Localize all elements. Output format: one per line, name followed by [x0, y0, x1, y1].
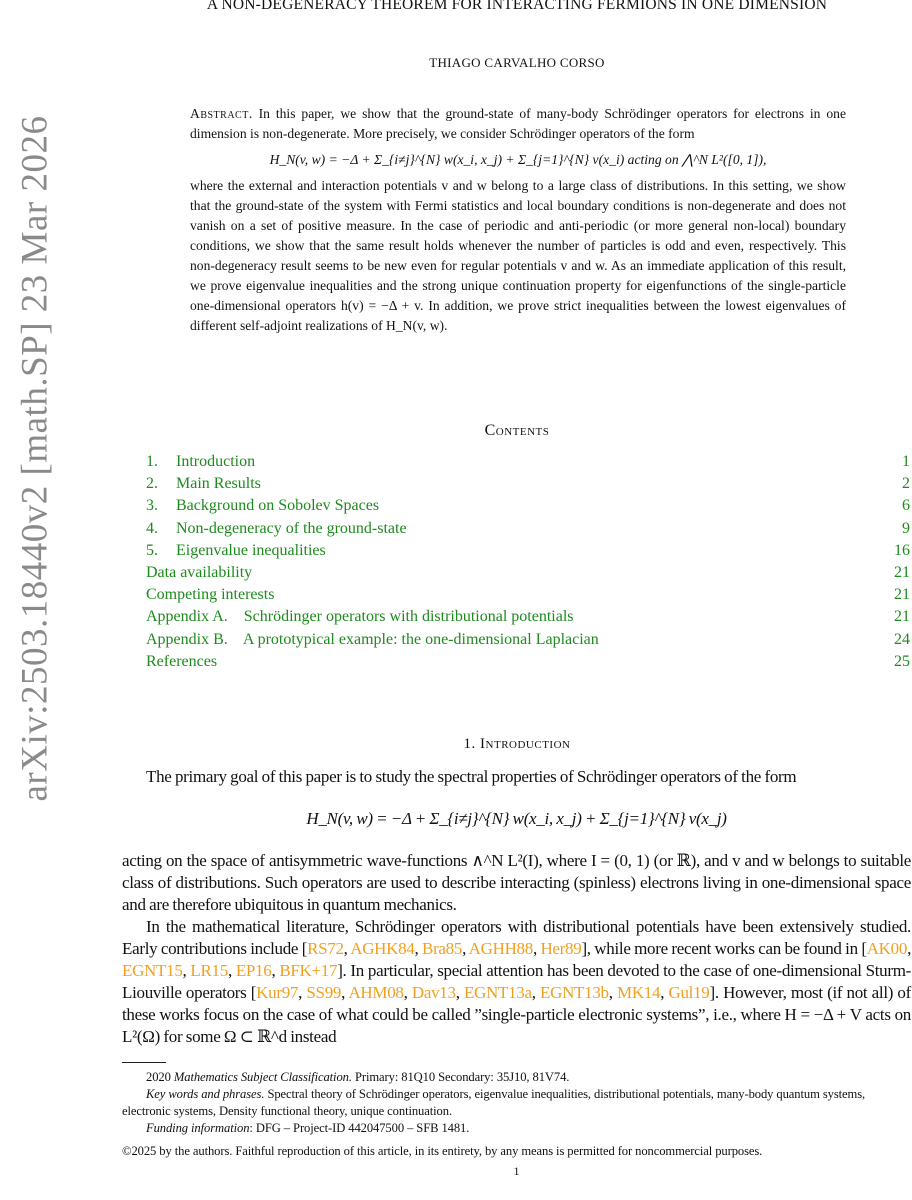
- toc-item-page: 21: [894, 608, 910, 626]
- keywords: Spectral theory of Schrödinger operators, eigenvalue inequalities, distributional potentials, many-body quantum systems, electronic systems, Density functional theory, unique continuation.: [122, 1087, 866, 1118]
- funding: : DFG – Project-ID 442047500 – SFB 1481.: [249, 1121, 470, 1135]
- text-run: ], while more recent works can be found in [: [581, 939, 867, 958]
- toc-item-title: Appendix A. Schrödinger operators with distributional potentials: [146, 608, 574, 626]
- toc-item-label: [146, 608, 574, 630]
- toc-item[interactable]: [146, 586, 910, 608]
- citation-link[interactable]: MK14: [617, 983, 661, 1002]
- toc-item[interactable]: [146, 542, 910, 564]
- citation-link[interactable]: EGNT13b: [540, 983, 609, 1002]
- toc-item[interactable]: [146, 475, 910, 497]
- toc-item-page: 21: [894, 586, 910, 604]
- toc-item-title: Background on Sobolev Spaces: [176, 497, 380, 515]
- toc-item-page: 2: [902, 475, 910, 493]
- table-of-contents: [146, 453, 910, 675]
- funding-label: Funding information: [146, 1121, 250, 1135]
- text-run: ]. However, most (if not all) of these works focus on the case of what could be called ”single-particle electronic systems”, i.e., where H = −Δ + V acts on L²(Ω) for some Ω ⊂ ℝ^d instead: [122, 983, 911, 1046]
- citation-link[interactable]: SS99: [306, 983, 342, 1002]
- toc-item-title: References: [146, 652, 218, 670]
- toc-item[interactable]: [146, 631, 910, 653]
- toc-item-label: [146, 542, 326, 564]
- toc-item-page: 24: [894, 630, 910, 648]
- citation-link[interactable]: RS72: [307, 939, 344, 958]
- intro-body: [122, 766, 911, 1048]
- paper-title: A NON-DEGENERACY THEOREM FOR INTERACTING FERMIONS IN ONE DIMENSION: [206, 0, 828, 13]
- toc-item-page: 6: [902, 497, 910, 515]
- citation-link[interactable]: Bra85: [422, 939, 463, 958]
- intro-p1: The primary goal of this paper is to study the spectral properties of Schrödinger operators of the form: [146, 767, 797, 786]
- toc-item[interactable]: [146, 564, 910, 586]
- citation-link[interactable]: EGNT15: [122, 961, 183, 980]
- intro-equation: H_N(v, w) = −Δ + Σ_{i≠j}^{N} w(x_i, x_j) + Σ_{j=1}^{N} v(x_j): [306, 809, 727, 828]
- footnotes: [122, 1069, 911, 1137]
- copyright: ©2025 by the authors. Faithful reproduction of this article, in its entirety, by any means is permitted for noncommercial purposes.: [122, 1144, 763, 1158]
- toc-item[interactable]: [146, 520, 910, 542]
- msc: Primary: 81Q10 Secondary: 35J10, 81V74.: [354, 1070, 570, 1084]
- toc-item-page: 16: [894, 541, 910, 559]
- citation-link[interactable]: AGHK84: [350, 939, 415, 958]
- citation-link[interactable]: Gul19: [668, 983, 710, 1002]
- toc-item-title: Main Results: [176, 475, 261, 493]
- toc-item[interactable]: [146, 497, 910, 519]
- toc-item-title: Eigenvalue inequalities: [176, 541, 326, 559]
- citation-link[interactable]: Kur97: [256, 983, 299, 1002]
- text-run: ]. In particular, special attention has been devoted to the case of one-dimensional Sturm-Liouville operators [: [122, 961, 911, 1002]
- toc-item[interactable]: [146, 453, 910, 475]
- toc-item-number: 1.: [146, 453, 158, 470]
- text-run: In the mathematical literature, Schrödinger operators with distributional potentials have been extensively studied. Early contributions include [: [122, 917, 911, 958]
- citation-link[interactable]: LR15: [190, 961, 228, 980]
- arxiv-stamp: arXiv:2503.18440v2 [math.SP] 23 Mar 2026: [14, 115, 56, 802]
- toc-item-title: Competing interests: [146, 586, 275, 604]
- abstract-p2: where the external and interaction potentials v and w belong to a large class of distributions. In this setting, we show that the ground-state of the system with Fermi statistics and local boundary conditions is non-degenerate and does not vanish on a set of positive measure. In the case of periodic and anti-periodic (or more general non-local) boundary conditions, we show that the same result holds whenever the number of particles is odd and even, respectively. This non-degeneracy result seems to be new even for regular potentials v and w. As an immediate application of this result, we prove eigenvalue inequalities and the strong unique continuation property for eigenfunctions of the single-particle one-dimensional operators h(v) = −Δ + v. In addition, we prove strict inequalities between the lowest eigenvalues of different self-adjoint realizations of H_N(v, w).: [190, 178, 846, 333]
- citation-link[interactable]: EP16: [235, 961, 272, 980]
- author: THIAGO CARVALHO CORSO: [429, 55, 605, 70]
- toc-item-label: [146, 520, 407, 542]
- toc-item-title: Data availability: [146, 563, 253, 581]
- footnote-rule: [122, 1062, 166, 1063]
- toc-item-page: 1: [902, 453, 910, 470]
- toc-item-label: [146, 631, 599, 653]
- toc-item-page: 25: [894, 652, 910, 670]
- toc-item-number: 4.: [146, 519, 158, 537]
- toc-item[interactable]: [146, 653, 910, 675]
- toc-item-number: 3.: [146, 497, 158, 515]
- msc-label: Mathematics Subject Classification.: [173, 1070, 352, 1084]
- toc-item-label: [146, 564, 252, 586]
- abstract: [190, 104, 846, 336]
- toc-item[interactable]: [146, 608, 910, 630]
- section-heading-introduction: 1. Introduction: [463, 736, 571, 752]
- toc-item-page: 9: [902, 519, 910, 537]
- toc-item-title: Non-degeneracy of the ground-state: [176, 519, 407, 537]
- toc-item-number: 2.: [146, 475, 158, 493]
- citation-link[interactable]: EGNT13a: [463, 983, 532, 1002]
- citation-link[interactable]: Dav13: [411, 983, 456, 1002]
- toc-item-label: [146, 453, 255, 475]
- abstract-equation: H_N(v, w) = −Δ + Σ_{i≠j}^{N} w(x_i, x_j) + Σ_{j=1}^{N} v(x_i) acting on ⋀^N L²([0, 1]),: [269, 152, 767, 167]
- toc-item-title: Introduction: [176, 453, 256, 470]
- toc-item-page: 21: [894, 563, 910, 581]
- lower-page-flow: [122, 766, 911, 1179]
- page-number: 1: [513, 1164, 520, 1178]
- abstract-label: Abstract.: [190, 106, 253, 121]
- citation-link[interactable]: AGHH88: [468, 939, 533, 958]
- citation-link[interactable]: AHM08: [348, 983, 404, 1002]
- toc-item-label: [146, 653, 217, 675]
- citation-link[interactable]: BFK+17: [279, 961, 338, 980]
- toc-item-label: [146, 475, 261, 497]
- abstract-p1: In this paper, we show that the ground-state of many-body Schrödinger operators for electrons in one dimension is non-degenerate. More precisely, we consider Schrödinger operators of the form: [190, 106, 846, 141]
- citation-link[interactable]: Her89: [540, 939, 582, 958]
- citation-link[interactable]: AK00: [866, 939, 908, 958]
- intro-p2: acting on the space of antisymmetric wave-functions ∧^N L²(I), where I = (0, 1) (or ℝ), and v and w belongs to suitable class of distributions. Such operators are used to describe interacting (spinless) electrons living in one-dimensional space and are therefore ubiquitous in quantum mechanics.: [122, 851, 911, 914]
- toc-item-label: [146, 586, 274, 608]
- msc-year: 2020: [146, 1070, 171, 1084]
- toc-item-number: 5.: [146, 541, 158, 559]
- contents-heading: Contents: [484, 422, 550, 439]
- keywords-label: Key words and phrases.: [146, 1087, 265, 1101]
- toc-item-label: [146, 497, 379, 519]
- toc-item-title: Appendix B. A prototypical example: the one-dimensional Laplacian: [146, 630, 599, 648]
- intro-p3: In the mathematical literature, Schrödinger operators with distributional potentials have been extensively studied. Early contributions include [RS72, AGHK84, Bra85, AGHH88, Her89], while more recent works can be found in [AK00, EGNT15, LR15, EP16, BFK+17]. In particular, special attention has been devoted to the case of one-dimensional Sturm-Liouville operators [Kur97, SS99, AHM08, Dav13, EGNT13a, EGNT13b, MK14, Gul19]. However, most (if not all) of these works focus on the case of what could be called ”single-particle electronic systems”, i.e., where H = −Δ + V acts on L²(Ω) for some Ω ⊂ ℝ^d instead: [122, 917, 912, 1046]
